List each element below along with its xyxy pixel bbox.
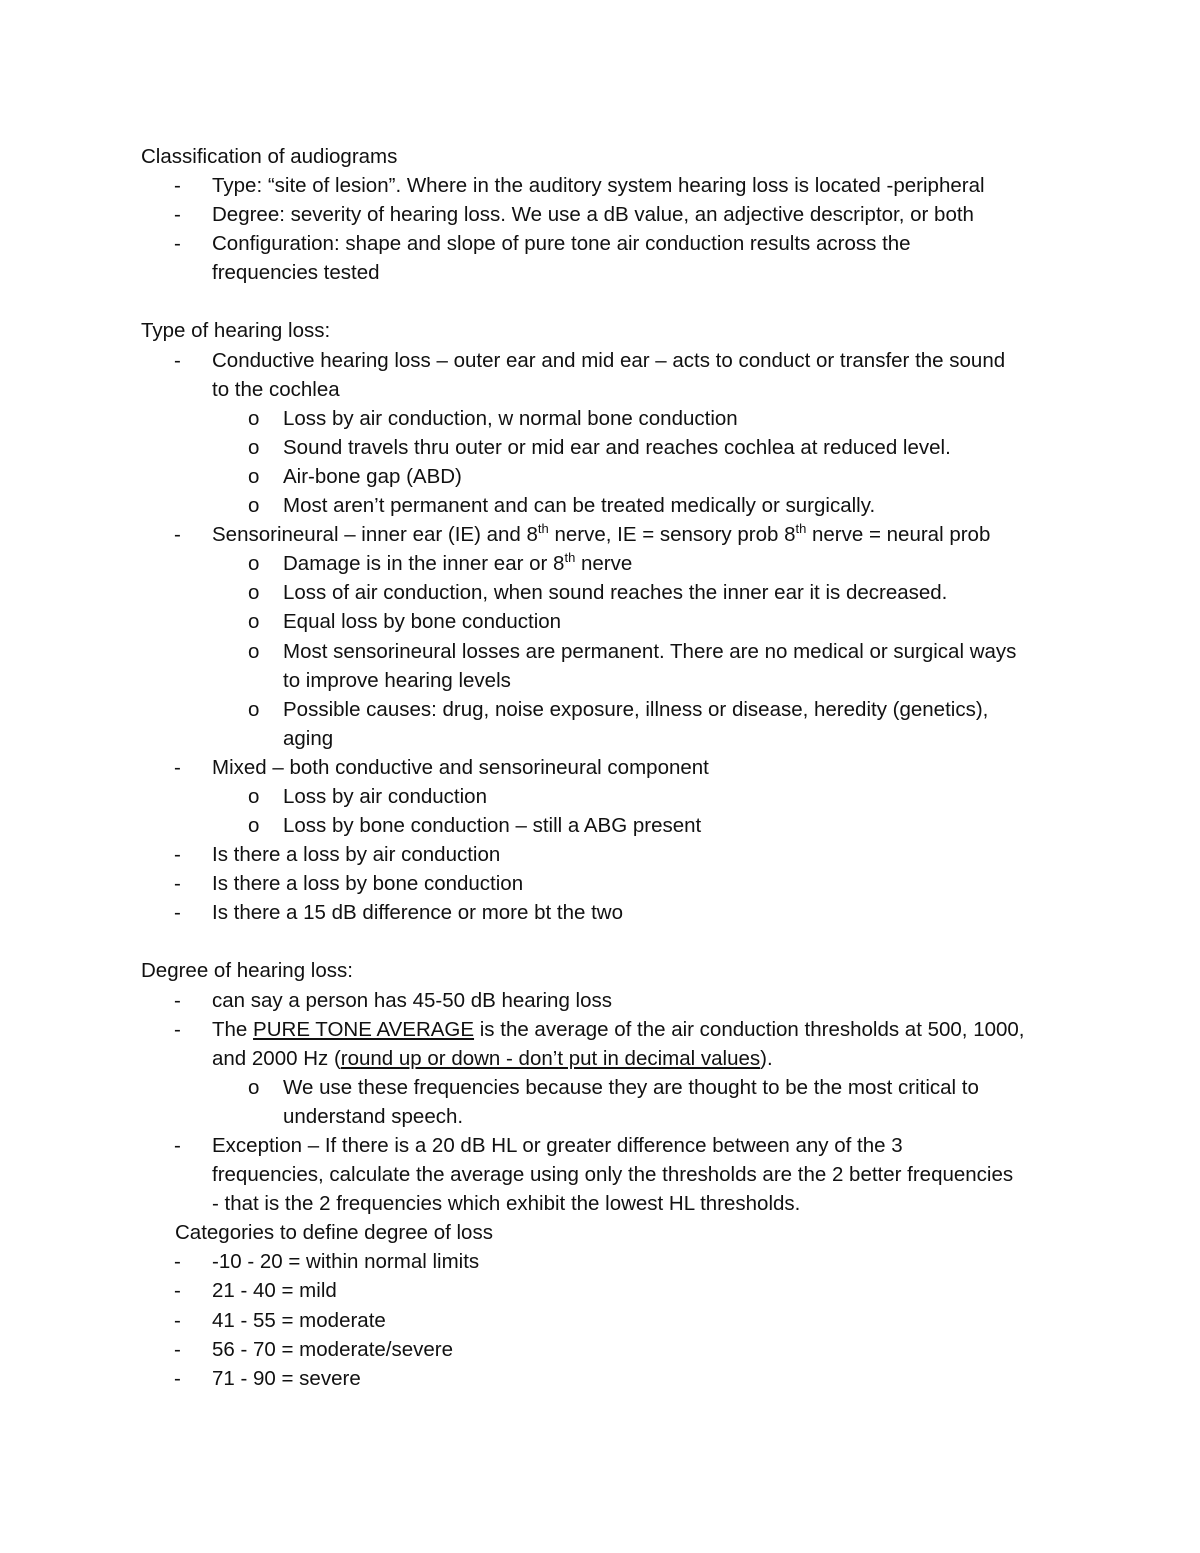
sub-list-item: o Loss by air conduction, w normal bone conduction [248,406,738,430]
list-item: - Exception – If there is a 20 dB HL or greater difference between any of the 3 [174,1134,903,1157]
heading-degree-of-hearing-loss: Degree of hearing loss: [141,959,353,983]
list-item: - 56 - 70 = moderate/severe [174,1337,454,1361]
sub-list-item: o Most aren’t permanent and can be treated medically or surgically. [248,494,876,518]
sub-list-item-continuation: aging [283,726,334,750]
sub-list-item: o Damage is in the inner ear or 8th nerve [248,550,633,576]
list-item: - Is there a loss by air conduction [174,843,501,867]
list-item: - Is there a loss by bone conduction [174,872,524,896]
list-item-continuation: - that is the 2 frequencies which exhibit the lowest HL thresholds. [212,1192,801,1216]
sub-list-item: o Air-bone gap (ABD) [248,464,462,488]
sub-list-item: o Sound travels thru outer or mid ear and reaches cochlea at reduced level. [248,435,951,459]
list-item: - Degree: severity of hearing loss. We use a dB value, an adjective descriptor, or both [174,203,974,227]
sub-list-item-continuation: to improve hearing levels [283,668,511,692]
list-item: - Configuration: shape and slope of pure tone air conduction results across the [174,232,911,256]
categories-heading: Categories to define degree of loss [175,1221,493,1245]
list-item: - -10 - 20 = within normal limits [174,1250,480,1274]
heading-type-of-hearing-loss: Type of hearing loss: [141,319,331,343]
list-item-continuation: to the cochlea [212,377,340,401]
sub-list-item: o Equal loss by bone conduction [248,610,562,634]
list-item: - can say a person has 45-50 dB hearing loss [174,988,613,1012]
document-page [141,142,1071,1393]
list-item-continuation: frequencies, calculate the average using only the thresholds are the 2 better frequencies [212,1163,1014,1187]
list-item: - Conductive hearing loss – outer ear and mid ear – acts to conduct or transfer the sound [174,348,1006,372]
sub-list-item-continuation: understand speech. [283,1104,464,1128]
sub-list-item: o Possible causes: drug, noise exposure, illness or disease, heredity (genetics), [248,697,989,721]
list-item: - 21 - 40 = mild [174,1279,337,1303]
sub-list-item: o Loss by air conduction [248,784,487,808]
list-item: - The PURE TONE AVERAGE is the average of the air conduction thresholds at 500, 1000, [174,1017,1025,1041]
list-item: - Mixed – both conductive and sensorineural component [174,755,709,779]
rounding-note: round up or down - don’t put in decimal values [340,1046,761,1070]
list-item: - Type: “site of lesion”. Where in the auditory system hearing loss is located -peripheral [174,174,985,198]
list-item: - Sensorineural – inner ear (IE) and 8th nerve, IE = sensory prob 8th nerve = neural prob [174,521,991,547]
heading-classification: Classification of audiograms [141,145,398,168]
sub-list-item: o Loss by bone conduction – still a ABG present [248,814,702,838]
list-item: - 41 - 55 = moderate [174,1308,386,1332]
pure-tone-average-term: PURE TONE AVERAGE [253,1017,475,1041]
list-item-continuation: frequencies tested [212,261,380,285]
list-item-continuation: and 2000 Hz (round up or down - don’t put in decimal values). [212,1046,773,1070]
list-item: - 71 - 90 = severe [174,1366,361,1390]
sub-list-item: o Loss of air conduction, when sound reaches the inner ear it is decreased. [248,581,948,605]
sub-list-item: o Most sensorineural losses are permanent. There are no medical or surgical ways [248,639,1017,663]
list-item: - Is there a 15 dB difference or more bt the two [174,901,623,925]
sub-list-item: o We use these frequencies because they are thought to be the most critical to [248,1075,979,1099]
